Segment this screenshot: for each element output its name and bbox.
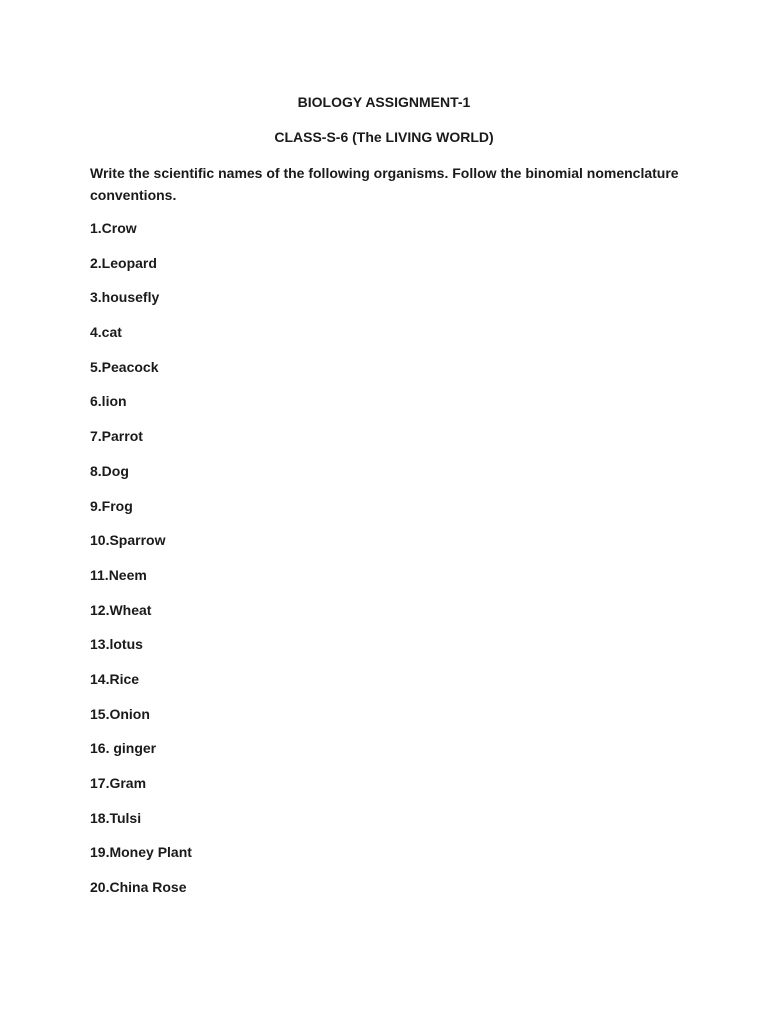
list-item: 17.Gram: [90, 775, 147, 791]
instructions-text: Write the scientific names of the following organisms. Follow the binomial nomenclature conventions.: [90, 165, 679, 203]
list-item: 11.Neem: [90, 566, 147, 583]
list-item: 19.Money Plant: [90, 844, 192, 861]
list-item: 16. ginger: [90, 740, 157, 757]
list-item: 4.cat: [90, 324, 122, 341]
list-item: 3.housefly: [90, 289, 160, 306]
list-item: 14.Rice: [90, 670, 140, 687]
list-item: 15.Onion: [90, 705, 150, 722]
document-subtitle: CLASS-S-6 (The LIVING WORLD): [274, 129, 494, 145]
list-item: 5.Peacock: [90, 358, 159, 375]
list-item: 20.China Rose: [90, 879, 187, 896]
list-item: 18.Tulsi: [90, 809, 142, 826]
list-item: 10.Sparrow: [90, 532, 166, 549]
document-title: BIOLOGY ASSIGNMENT-1: [297, 94, 471, 110]
list-item: 13.lotus: [90, 636, 143, 653]
list-item: 1.Crow: [90, 220, 137, 236]
list-item: 6.lion: [90, 393, 127, 410]
organism-list: [90, 219, 192, 913]
list-item: 2.Leopard: [90, 254, 157, 271]
list-item: 7.Parrot: [90, 428, 143, 445]
list-item: 9.Frog: [90, 497, 133, 514]
list-item: 8.Dog: [90, 462, 129, 479]
list-item: 12.Wheat: [90, 601, 152, 618]
